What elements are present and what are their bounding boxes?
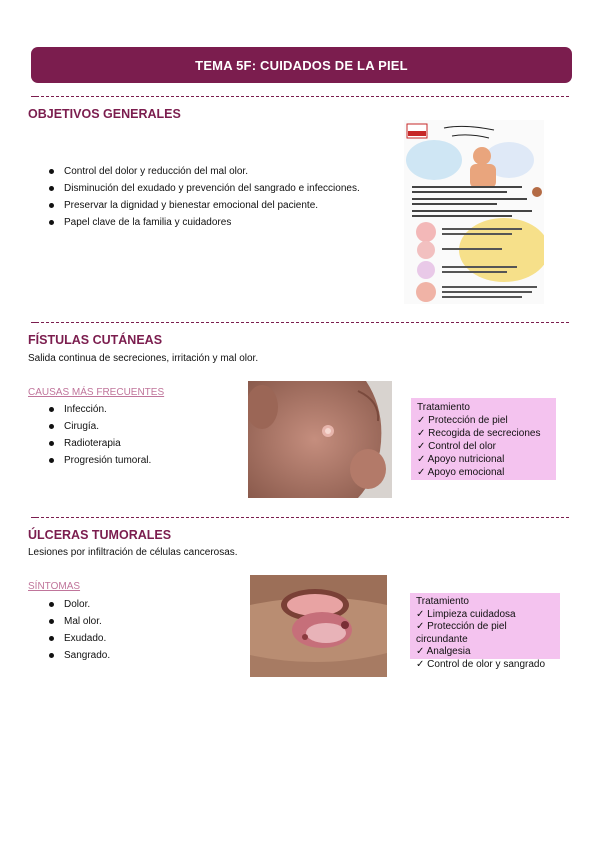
treatment-title: Tratamiento (416, 596, 469, 607)
treatment-item: ✓ Recogida de secreciones (417, 427, 550, 440)
list-item: Disminución del exudado y prevención del sangrado e infecciones. (46, 180, 406, 197)
list-item: Papel clave de la familia y cuidadores (46, 214, 406, 231)
treatment-item: ✓ Control de olor y sangrado (416, 659, 554, 672)
fistulas-heading: FÍSTULAS CUTÁNEAS (28, 333, 163, 347)
treatment-item: ✓ Control del olor (417, 440, 550, 453)
section-divider (31, 517, 569, 518)
treatment-item: ✓ Analgesia (416, 646, 554, 659)
page-title: TEMA 5F: CUIDADOS DE LA PIEL (31, 47, 572, 83)
list-item: Control del dolor y reducción del mal olor. (46, 163, 406, 180)
list-item: Cirugía. (46, 418, 236, 435)
treatment-item: ✓ Apoyo emocional (417, 466, 550, 479)
treatment-item: ✓ Apoyo nutricional (417, 453, 550, 466)
list-item: Progresión tumoral. (46, 452, 236, 469)
objetivos-list (46, 163, 406, 231)
list-item: Infección. (46, 401, 236, 418)
causes-label: CAUSAS MÁS FRECUENTES (28, 387, 165, 398)
treatment-item: ✓ Protección de piel (417, 414, 550, 427)
ulceras-heading: ÚLCERAS TUMORALES (28, 528, 172, 542)
list-item: Dolor. (46, 596, 236, 613)
treatment-title: Tratamiento (417, 402, 470, 413)
section-divider (31, 322, 569, 323)
list-item: Radioterapia (46, 435, 236, 452)
ulceras-description: Lesiones por infiltración de células cancerosas. (28, 547, 238, 558)
symptoms-list (46, 596, 236, 664)
section-divider (31, 96, 569, 97)
symptoms-label: SÍNTOMAS (28, 581, 81, 592)
ulcer-treatment-box (410, 593, 560, 670)
list-item: Sangrado. (46, 647, 236, 664)
treatment-item: ✓ Protección de piel circundante (416, 621, 554, 646)
causes-list (46, 401, 236, 469)
list-item: Exudado. (46, 630, 236, 647)
fistula-treatment-box (411, 398, 556, 480)
skin-care-poster-image (404, 120, 544, 304)
fistulas-description: Salida continua de secreciones, irritación y mal olor. (28, 353, 259, 364)
list-item: Preservar la dignidad y bienestar emocional del paciente. (46, 197, 406, 214)
treatment-item: ✓ Limpieza cuidadosa (416, 609, 554, 622)
list-item: Mal olor. (46, 613, 236, 630)
ulcer-photo (250, 575, 387, 677)
fistula-photo (248, 381, 392, 498)
objetivos-heading: OBJETIVOS GENERALES (28, 107, 181, 121)
